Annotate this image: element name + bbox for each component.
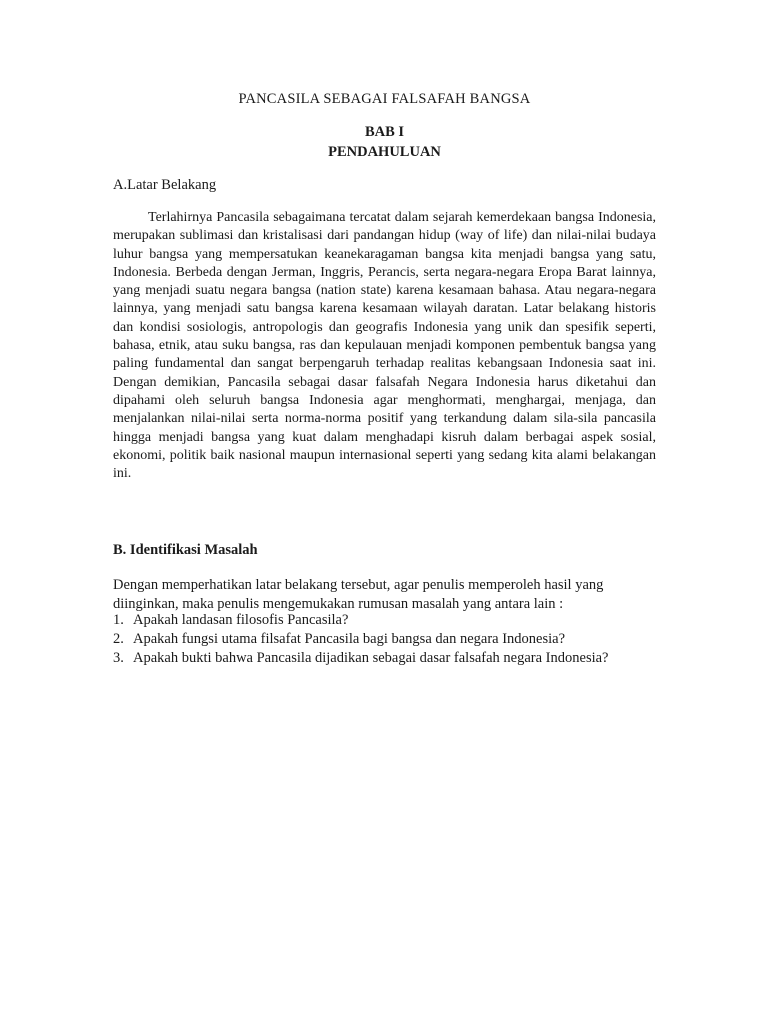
- list-item: [113, 649, 656, 668]
- list-item-number: 1.: [113, 612, 124, 628]
- list-item-text: Apakah landasan filosofis Pancasila?: [133, 612, 349, 628]
- list-item-text: Apakah bukti bahwa Pancasila dijadikan sebagai dasar falsafah negara Indonesia?: [133, 650, 609, 666]
- list-item: [113, 611, 656, 630]
- list-item-text: Apakah fungsi utama filsafat Pancasila bagi bangsa dan negara Indonesia?: [133, 631, 566, 647]
- problem-intro-text: Dengan memperhatikan latar belakang tersebut, agar penulis memperoleh hasil yang diinginkan, maka penulis mengemukakan rumusan masalah yang antara lain :: [113, 577, 604, 612]
- background-paragraph: Terlahirnya Pancasila sebagaimana tercatat dalam sejarah kemerdekaan bangsa Indonesia, merupakan sublimasi dan kristalisasi dari pandangan hidup (way of life) dan nilai-nilai budaya luhur bangsa yang mempersatukan keanekaragaman bangsa kita menjadi bangsa yang satu, Indonesia. Berbeda dengan Jerman, Inggris, Perancis, serta negara-negara Eropa Barat lainnya, yang menjadi suatu negara bangsa (nation state) karena kesamaan bahasa. Atau negara-negara lainnya, yang menjadi satu bangsa karena kesamaan wilayah daratan. Latar belakang historis dan kondisi sosiologis, antropologis dan geografis Indonesia yang unik dan spesifik seperti, bahasa, etnik, atau suku bangsa, ras dan kepulauan menjadi komponen pembentuk bangsa yang paling fundamental dan sangat berpengaruh terhadap realitas kebangsaan Indonesia saat ini. Dengan demikian, Pancasila sebagai dasar falsafah Negara Indonesia harus diketahui dan dipahami oleh seluruh bangsa Indonesia agar menghormati, menghargai, menjaga, dan menjalankan nilai-nilai serta norma-norma positif yang terkandung dalam sila-sila pancasila hingga menjadi bangsa yang kuat dalam menghadapi kisruh dalam berbagai aspek sosial, ekonomi, politik baik nasional maupun internasional seperti yang sedang kita alami belakangan ini.: [113, 210, 656, 482]
- document-title: PANCASILA SEBAGAI FALSAFAH BANGSA: [238, 91, 531, 107]
- section-b-heading: B. Identifikasi Masalah: [113, 542, 258, 558]
- chapter-number: BAB I: [364, 124, 405, 140]
- list-item: [113, 630, 656, 649]
- section-a-heading: A.Latar Belakang: [113, 177, 217, 193]
- chapter-title: PENDAHULUAN: [328, 144, 441, 160]
- list-item-number: 3.: [113, 650, 124, 666]
- list-item-number: 2.: [113, 631, 124, 647]
- problem-question-list: [113, 611, 656, 668]
